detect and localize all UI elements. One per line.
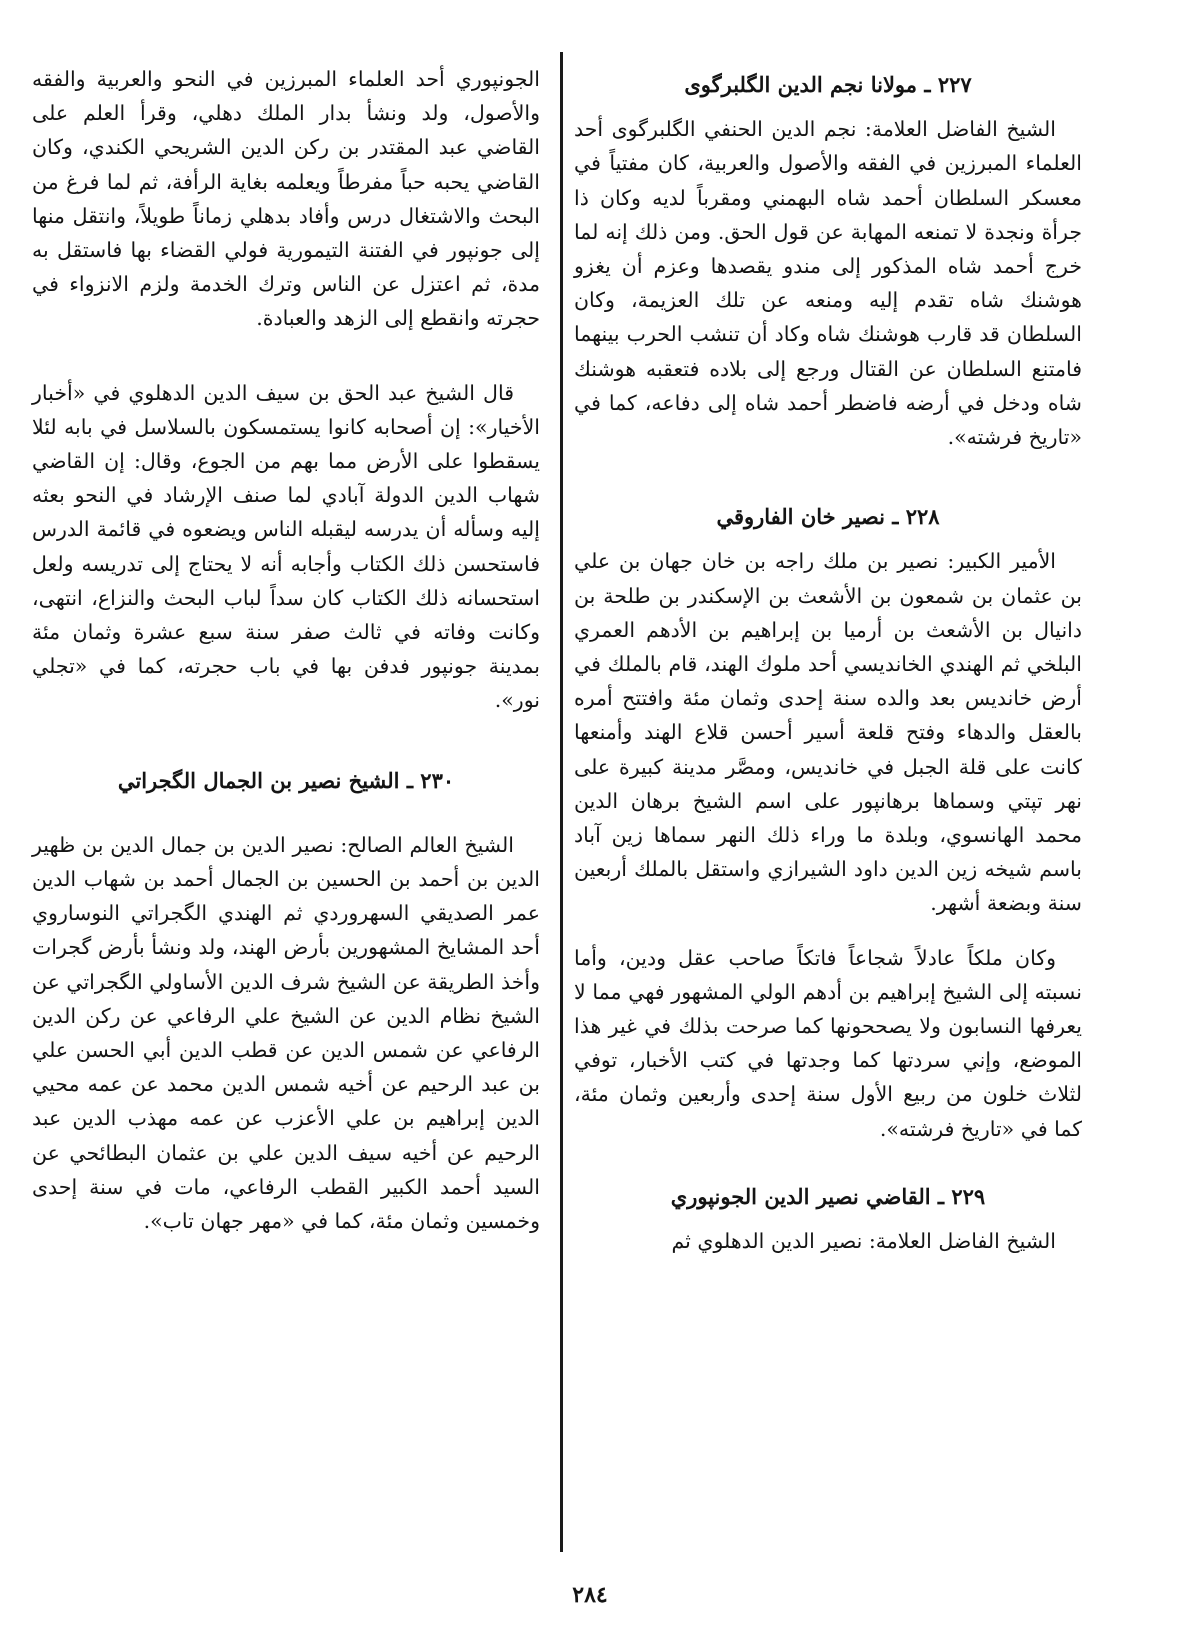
entry-230-heading: ٢٣٠ ـ الشيخ نصير بن الجمال الگجراتي <box>117 767 455 793</box>
entry-230-body: الشيخ العالم الصالح: نصير الدين بن جمال الدين بن ظهير الدين بن أحمد بن الحسين بن الجمال أحمد بن شهاب الدين عمر الصديقي السهروردي ثم الهندي الگجراتي النوساروي أحد المشايخ المشهورين بأرض الهند، ولد ونشأ بأرض گجرات وأخذ الطريقة عن الشيخ شرف الدين الأساولي الگجراتي عن الشيخ نظام الدين عن الشيخ علي الرفاعي عن ركن الدين الرفاعي عن شمس الدين عن قطب الدين أبي الحسن علي بن عبد الرحيم عن أخيه شمس الدين محمد عن عمه محيي الدين إبراهيم بن علي الأعزب عن عمه مهذب الدين عبد الرحيم عن أخيه سيف الدين علي بن عثمان البطائحي عن السيد أحمد الكبير القطب الرفاعي، مات في سنة إحدى وخمسين وثمان مئة، كما في «مهر جهان تاب». <box>32 832 540 1234</box>
entry-229-body-cont-2: قال الشيخ عبد الحق بن سيف الدين الدهلوي في «أخبار الأخيار»: إن أصحابه كانوا يستمسكون بالسلاسل في بابه لئلا يسقطوا على الأرض مما بهم من الجوع، وقال: إن القاضي شهاب الدين الدولة آبادي لما صنف الإرشاد في النحو بعثه إليه وسأله أن يدرسه ليقبله الناس ويضعوه في قائمة الدرس فاستحسن ذلك الكتاب وأجابه أنه لا يحتاج إلى تدريسه ولعل استحسانه ذلك الكتاب كان سداً لباب البحث والنزاع، انتهى، وكانت وفاته في ثالث صفر سنة سبع عشرة وثمان مئة بمدينة جونپور فدفن بها في باب حجرته، كما في «تجلي نور». <box>32 380 540 713</box>
entry-227-heading: ٢٢٧ ـ مولانا نجم الدين الگلبرگوى <box>684 72 972 97</box>
entry-229-body-cont-1: الجونپوري أحد العلماء المبرزين في النحو والعربية والفقه والأصول، ولد ونشأ بدار الملك دهلي، وقرأ العلم على القاضي عبد المقتدر بن ركن الدين الشريحي الكندي، وكان القاضي يحبه حباً مفرطاً ويعلمه بغاية الرأفة، ثم لما فرغ من البحث والاشتغال درس وأفاد بدهلي زماناً طويلاً، وانتقل منها إلى جونپور في الفتنة التيمورية فولي القضاء بها فاستقل به مدة، ثم اعتزل عن الناس وترك الخدمة ولزم الانزواء في حجرته وانقطع إلى الزهد والعبادة. <box>32 67 540 331</box>
entry-228-body-1: الأمير الكبير: نصير بن ملك راجه بن خان جهان بن علي بن عثمان بن شمعون بن الأشعث بن الإسكندر بن طلحة بن دانيال بن الأشعث بن أرميا بن إبراهيم بن الأدهم العمري البلخي ثم الهندي الخانديسي أحد ملوك الهند، قام بالملك في أرض خانديس بعد والده سنة إحدى وثمان مئة وافتتح أمره بالعقل والدهاء وفتح قلعة أسير أحسن قلاع الهند وأمنعها كانت على قلة الجبل في خانديس، ومصَّر مدينة كبيرة على نهر تپتي وسماها برهانپور على اسم الشيخ برهان الدين محمد الهانسوي، وبلدة ما وراء ذلك النهر سماها زين آباد باسم شيخه زين الدين داود الشيرازي واستقل بالملك أربعين سنة وبضعة أشهر. <box>574 549 1082 916</box>
entry-229-heading: ٢٢٩ ـ القاضي نصير الدين الجونپوري <box>670 1183 986 1209</box>
entry-228-body-2: وكان ملكاً عادلاً شجاعاً فاتكاً صاحب عقل ودين، وأما نسبته إلى الشيخ إبراهيم بن أدهم الولي المشهور فهي مما لا يعرفها النسابون ولا يصححونها كما صرحت بذلك في غير هذا الموضع، وإني سردتها كما وجدتها في كتب الأخبار، توفي لثلاث خلون من ربيع الأول سنة إحدى وأربعين وثمان مئة، كما في «تاريخ فرشته». <box>574 945 1082 1141</box>
right-column <box>574 62 1082 1258</box>
page-number: ٢٨٤ <box>572 1582 608 1608</box>
entry-227-body: الشيخ الفاضل العلامة: نجم الدين الحنفي الگلبرگوى أحد العلماء المبرزين في الفقه والأصول والعربية، كان مفتياً في معسكر السلطان أحمد شاه البهمني ومقرباً لديه وكان ذا جرأة ونجدة لا تمنعه المهابة عن قول الحق. ومن ذلك إنه لما خرج أحمد شاه المذكور إلى مندو يقصدها وعزم أن يغزو هوشنك شاه تقدم إليه ومنعه عن تلك العزيمة، وكان السلطان قد قارب هوشنك شاه وكاد أن تنشب الحرب بينهما فامتنع السلطان عن القتال ورجع إلى بلاده فتعقبه هوشنك شاه ودخل في أرضه فاضطر أحمد شاه إلى دفاعه، كما في «تاريخ فرشته». <box>574 117 1082 450</box>
entry-228-heading: ٢٢٨ ـ نصير خان الفاروقي <box>716 504 940 530</box>
entry-229-body-start: الشيخ الفاضل العلامة: نصير الدين الدهلوي ثم <box>671 1229 1056 1254</box>
column-divider <box>560 52 563 1552</box>
left-column <box>32 62 540 1238</box>
